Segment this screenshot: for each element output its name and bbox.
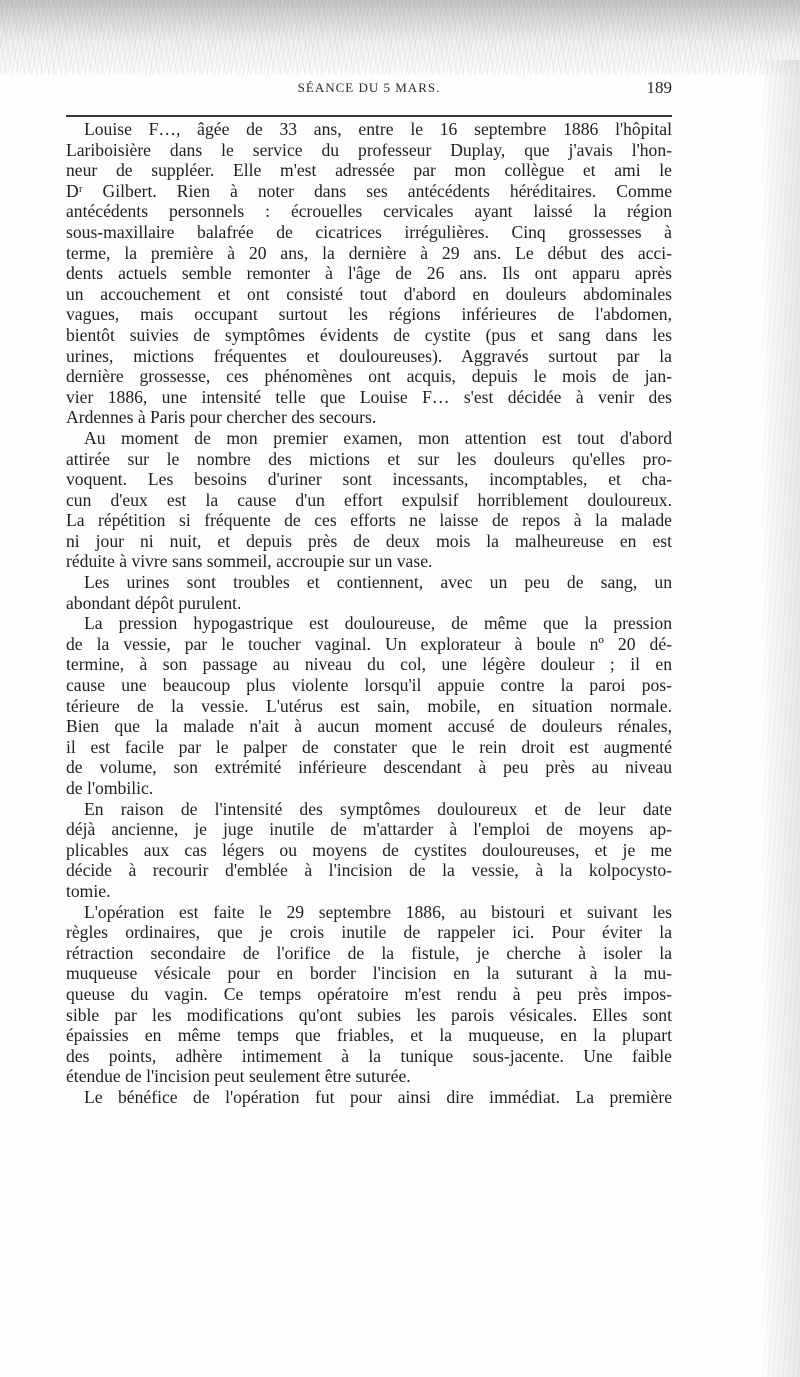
text-line: muqueuse vésicale pour en border l'incision en la suturant à la mu- (66, 963, 672, 984)
text-line: dernière grossesse, ces phénomènes ont acquis, depuis le mois de jan- (66, 366, 672, 387)
paragraph (66, 799, 672, 902)
text-line: Louise F…, âgée de 33 ans, entre le 16 septembre 1886 l'hôpital (84, 119, 672, 139)
text-line: attirée sur le nombre des mictions et sur les douleurs qu'elles pro- (66, 448, 672, 469)
text-line: de l'ombilic. (66, 778, 154, 798)
text-line: plicables aux cas légers ou moyens de cystites douloureuses, et je me (66, 839, 672, 860)
text-line: térieure de la vessie. L'utérus est sain, mobile, en situation normale. (66, 695, 672, 716)
text-line: Dʳ Gilbert. Rien à noter dans ses antécédents héréditaires. Comme (66, 180, 672, 201)
text-line: termine, à son passage au niveau du col, une légère douleur ; il en (66, 654, 672, 675)
page-number: 189 (646, 78, 672, 97)
paragraph (66, 1087, 672, 1108)
text-line: rétraction secondaire de l'orifice de la fistule, je cherche à isoler la (66, 942, 672, 963)
text-line: de la vessie, par le toucher vaginal. Un explorateur à boule nº 20 dé- (66, 633, 672, 654)
text-line: queuse du vagin. Ce temps opératoire m'est rendu à peu près impos- (66, 983, 672, 1004)
text-line: Ardennes à Paris pour chercher des secours. (66, 407, 377, 428)
text-line: neur de suppléer. Elle m'est adressée par mon collègue et ami le (66, 160, 672, 181)
text-line: déjà ancienne, je juge inutile de m'attarder à l'emploi de moyens ap- (66, 819, 672, 840)
text-line: des points, adhère intimement à la tunique sous-jacente. Une faible (66, 1045, 672, 1066)
text-line: En raison de l'intensité des symptômes douloureux et de leur date (84, 798, 672, 819)
paragraph (66, 902, 672, 1087)
scan-texture-right-edge (762, 60, 800, 1377)
text-line: cause une beaucoup plus violente lorsqu'il appuie contre la paroi pos- (66, 675, 672, 696)
text-line: sible par les modifications qu'ont subies les parois vésicales. Elles sont (66, 1004, 672, 1025)
text-line: terme, la première à 20 ans, la dernière à 29 ans. Le début des acci- (66, 242, 672, 263)
text-line: antécédents personnels : écrouelles cervicales ayant laissé la région (66, 201, 672, 222)
text-line: La répétition si fréquente de ces efforts ne laisse de repos à la malade (66, 510, 672, 531)
text-line: Lariboisière dans le service du professeur Duplay, que j'avais l'hon- (66, 139, 672, 160)
running-head (66, 80, 672, 102)
header-rule (66, 115, 672, 117)
text-line: vagues, mais occupant surtout les régions inférieures de l'abdomen, (66, 304, 672, 325)
text-line: règles ordinaires, que je crois inutile de rappeler ici. Pour éviter la (66, 922, 672, 943)
text-line: dents actuels semble remonter à l'âge de 26 ans. Ils ont apparu après (66, 263, 672, 284)
running-title: SÉANCE DU 5 MARS. (297, 80, 441, 95)
text-line: ni jour ni nuit, et depuis près de deux mois la malheureuse en est (66, 530, 672, 551)
text-line: vier 1886, une intensité telle que Louise F… s'est décidée à venir des (66, 386, 672, 407)
paragraph (66, 119, 672, 428)
scan-texture-top (0, 0, 800, 75)
text-line: L'opération est faite le 29 septembre 1886, au bistouri et suivant les (84, 901, 672, 922)
text-line: un accouchement et ont consisté tout d'abord en douleurs abdominales (66, 283, 672, 304)
text-line: sous-maxillaire balafrée de cicatrices irrégulières. Cinq grossesses à (66, 221, 672, 242)
body-text (66, 119, 672, 1108)
text-line: cun d'eux est la cause d'un effort expulsif horriblement douloureux. (66, 489, 672, 510)
text-line: bientôt suivies de symptômes évidents de cystite (pus et sang dans les (66, 324, 672, 345)
text-line: étendue de l'incision peut seulement être suturée. (66, 1066, 411, 1087)
text-line: épaissies en même temps que friables, et la muqueuse, en la plupart (66, 1025, 672, 1046)
text-line: La pression hypogastrique est douloureuse, de même que la pression (84, 613, 672, 634)
text-line: décide à recourir d'emblée à l'incision de la vessie, à la kolpocysto- (66, 860, 672, 881)
text-line: Le bénéfice de l'opération fut pour ainsi dire immédiat. La première (84, 1086, 672, 1107)
text-line: abondant dépôt purulent. (66, 592, 242, 613)
text-line: Les urines sont troubles et contiennent, avec un peu de sang, un (84, 572, 672, 593)
paragraph (66, 613, 672, 798)
paragraph (66, 572, 672, 613)
text-line: Bien que la malade n'ait à aucun moment accusé de douleurs rénales, (66, 716, 672, 737)
text-line: de volume, son extrémité inférieure descendant à peu près au niveau (66, 757, 672, 778)
text-line: réduite à vivre sans sommeil, accroupie sur un vase. (66, 551, 433, 572)
text-line: tomie. (66, 880, 111, 901)
text-line: urines, mictions fréquentes et douloureuses). Aggravés surtout par la (66, 345, 672, 366)
text-line: voquent. Les besoins d'uriner sont incessants, incomptables, et cha- (66, 469, 672, 490)
text-line: Au moment de mon premier examen, mon attention est tout d'abord (84, 427, 672, 448)
text-line: il est facile par le palper de constater que le rein droit est augmenté (66, 736, 672, 757)
paragraph (66, 428, 672, 572)
